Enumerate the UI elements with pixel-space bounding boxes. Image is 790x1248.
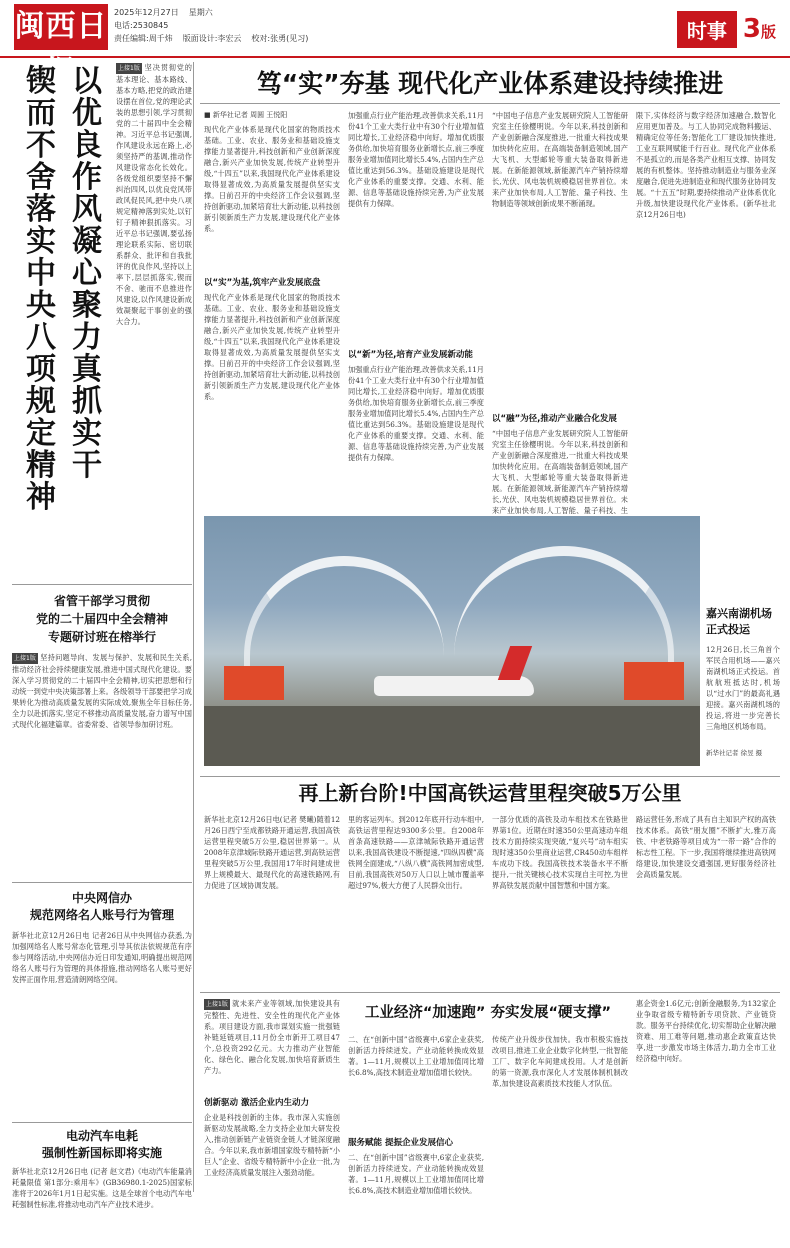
rail-col-3 xyxy=(492,814,628,984)
divider xyxy=(12,882,192,883)
story-cadre-body xyxy=(12,652,192,876)
issue-date: 2025年12月27日 xyxy=(114,8,179,17)
main-col2-text: 加强重点行业产能治理,改善供求关系,11月份41个工业大类行业中有30个行业增加值同比增长,工业经济稳中向好。增加优质服务供给,加快培育服务业新增长点,前三季度服务业增加值同比增长5.4%,占国内生产总值比重达到56.3%。基础设施建设是现代化产业体系的重要支撑。交通、水利、能源、信息等基础设施持续完善,为产业发展提供有力保障。 xyxy=(348,111,484,208)
designer: 版面设计:李宏云 xyxy=(182,34,242,43)
rail-col-1 xyxy=(204,814,340,984)
main-col3-text-b: “中国电子信息产业发展研究院人工智能研究室主任徐樱明说。今年以来,科技创新和产业创新融合深度推进,一批重大科技成果加快转化应用。在高端装备制造领域,国产大飞机、大型邮轮等重大装备取得新进展。在新能源领域,新能源汽车产销持续增长,光伏、风电装机规模稳居世界首位。未来产业加快布局,人工智能、量子科技、生 xyxy=(492,429,628,515)
story-cadre-study xyxy=(12,592,192,876)
page-number xyxy=(743,14,776,44)
rail-col2-text: 里的客运列车。到2012年底开行动车组中,高铁运营里程达9300多公里。自2008年首条高速铁路——京津城际铁路开通运营以来,我国高铁建设不断提速,“四纵四横”高铁网全面建成,“八纵八横”高铁网加密成型,目前,我国高铁对50万人口以上城市覆盖率超过97%,极大方便了人民群众出行。 xyxy=(348,815,484,890)
story-cyberspace xyxy=(12,890,192,1140)
proofreader: 校对:张勇(见习) xyxy=(251,34,309,43)
industry-col-1 xyxy=(204,998,340,1188)
fire-truck-right xyxy=(624,662,684,700)
photo-caption xyxy=(706,516,780,766)
story-cadre-title-2: 党的二十届四中全会精神 xyxy=(35,612,168,626)
issue-weekday: 星期六 xyxy=(188,8,213,17)
main-col4-text: 限下,实体经济与数字经济加速融合,数智化应用更加普及。与工人协同完成物料搬运、精确定位等任务;智能化工厂建设加快推进,工业互联网赋能千行百业。现代化产业体系不是孤立的,而是各类产业相互支撑、协同发展的有机整体。坚持推动制造业与服务业深度融合,促进先进制造业和现代服务业协同发展。“十五五”时期,要持续推动产业体系优化升级,加快建设现代化产业体系。(新华社北京12月26日电) xyxy=(636,111,776,219)
industry-far-text: 惠企资金1.6亿元;创新金融服务,为132家企业争取省级专精特新专项贷款、产业链贷款。服务平台持续优化,切实帮助企业解决融资难、用工难等问题,推动惠企政策直达快享,进一步激发市场主体活力,助力全市工业经济稳中向好。 xyxy=(636,999,776,1063)
main-headline: 笃“实”夯基 现代化产业体系建设持续推进 xyxy=(200,64,780,104)
rail-col4-text: 路运营任务,形成了具有自主知识产权的高铁技术体系。高铁“朋友圈”不断扩大,雅万高铁、中老铁路等项目成为“一带一路”合作的标志性工程。下一步,我国将继续推进高铁网络建设,加快建设交通强国,更好服务经济社会高质量发展。 xyxy=(636,815,776,879)
section-name: 时事 xyxy=(677,11,737,48)
lead-article-body xyxy=(116,62,192,572)
main-col2-text-b: 加强重点行业产能治理,改善供求关系,11月份41个工业大类行业中有30个行业增加值同比增长,工业经济稳中向好。增加优质服务供给,加快培育服务业新增长点,前三季度服务业增加值同比增长5.4%,占国内生产总值比重达到56.3%。基础设施建设是现代化产业体系的重要支撑。交通、水利、能源、信息等基础设施持续完善,为产业发展提供有力保障。 xyxy=(348,365,484,462)
main-subhead-2: 以“新”为径,培育产业发展新动能 xyxy=(348,350,473,360)
story-cadre-tag: 上接1版 xyxy=(14,655,36,662)
newspaper-logo: 闽西日报 xyxy=(14,4,108,50)
industry-mid-text: 二、在“创新中国”省级赛中,6家企业获奖,创新活力持续迸发。产业动能转换成效显著。1—11月,规模以上工业增加值同比增长6.8%,高技术制造业增加值增长较快。 xyxy=(348,1035,484,1077)
main-subhead-3: 以“融”为径,推动产业融合化发展 xyxy=(492,414,617,424)
industry-headline: 工业经济“加速跑” 夯实发展“硬支撑” xyxy=(364,1005,612,1021)
story-cadre-text: 坚持问题导向、发展与保护、发展和民生关系,推动经济社会持续健康发展,推进中国式现代化建设。要深入学习贯彻党的二十届四中全会精神,切实把思想和行动统一到党中央决策部署上来。各级领导干部要把学习成果转化为推动高质量发展的实际成效,聚焦全年目标任务,全力以赴抓落实,坚定不移推动高质量发展,奋力谱写中国式现代化福建篇章。省委常委、省领导参加研讨班。 xyxy=(12,653,192,729)
divider xyxy=(12,1122,192,1123)
rail-col-2 xyxy=(348,814,484,984)
story-cadre-title-3: 专题研讨班在榕举行 xyxy=(47,630,156,644)
main-col-3 xyxy=(492,110,628,515)
main-col3-text: “中国电子信息产业发展研究院人工智能研究室主任徐樱明说。今年以来,科技创新和产业创新融合深度推进,一批重大科技成果加快转化应用。在高端装备制造领域,国产大飞机、大型邮轮等重大装备取得新进展。在新能源领域,新能源汽车产销持续增长,光伏、风电装机规模稳居世界首位。未来产业加快布局,人工智能、量子科技、生物制造等领域创新成果不断涌现。 xyxy=(492,111,628,208)
industry-col-3 xyxy=(492,1034,628,1188)
lead-text: 坚决贯彻党的基本理论、基本路线、基本方略,把党的政治建设摆在首位,党的理论武装的思想引领,学习贯彻党的二十届四中全会精神。习近平总书记强调,作风建设永远在路上,必须坚持严的基调,推动作风建设常态化长效化。各级党组织要坚持不懈纠治四风,以优良党风带政风促民风,把中央八项规定精神落到实处,以钉钉子精神狠抓落实。习近平总书记强调,要弘扬理论联系实际、密切联系群众、批评和自我批评的优良作风,坚持以上率下,层层抓落实,锲而不舍、驰而不息推进作风建设,以作风建设新成效凝聚起干事创业的强大合力。 xyxy=(116,63,192,326)
story-ev-title-1: 电动汽车电耗 xyxy=(65,1129,138,1143)
story-ev-title-2: 强制性新国标即将实施 xyxy=(41,1146,162,1160)
main-col-1 xyxy=(204,110,340,502)
fire-truck-left xyxy=(224,666,284,700)
main-col-4 xyxy=(636,110,776,502)
industry-col-4 xyxy=(636,998,776,1188)
story-ev-standard xyxy=(12,1128,192,1248)
main-col-2 xyxy=(348,110,484,502)
industry-tag: 上接1版 xyxy=(206,1001,228,1008)
page-number-value: 3 xyxy=(742,14,761,44)
divider xyxy=(200,992,780,993)
left-column xyxy=(12,62,194,1209)
industry-mid-text-2: 二、在“创新中国”省级赛中,6家企业获奖,创新活力持续迸发。产业动能转换成效显著。1—11月,规模以上工业增加值同比增长6.8%,高技术制造业增加值增长较快。 xyxy=(348,1153,484,1195)
photo-caption-title-2: 正式投运 xyxy=(706,623,750,636)
story-cyber-title-2: 规范网络名人账号行为管理 xyxy=(29,908,174,922)
section-label xyxy=(677,12,776,46)
rail-headline: 再上新台阶!中国高铁运营里程突破5万公里 xyxy=(200,776,780,808)
main-subhead-1: 以“实”为基,筑牢产业发展底盘 xyxy=(204,278,321,288)
industry-left-text: 就未来产业等领域,加快建设具有完整性、先进性、安全性的现代化产业体系。项目建设方面,我市谋划实施一批强链补链延链项目,11月份全市新开工项目47个,总投资292亿元。大力推动产业智能化、绿色化、融合化发展,加快培育新质生产力。 xyxy=(204,999,340,1075)
divider xyxy=(12,584,192,585)
airport-photo xyxy=(204,516,700,766)
industry-left-text-2: 企业是科技创新的主体。我市深入实施创新驱动发展战略,全力支持企业加大研发投入,推动创新链产业链资金链人才链深度融合。今年以来,我市新增国家级专精特新“小巨人”企业、省级专精特新中小企业一批,为工业经济高质量发展注入强劲动能。 xyxy=(204,1113,340,1177)
lead-headline-2: 锲而不舍落实中央八项规定精神 xyxy=(26,64,56,515)
industry-left-body xyxy=(204,998,340,1094)
masthead-info xyxy=(114,6,318,45)
rail-col3-text: 一部分优质的高铁及动车组技术在铁路世界第1位。近期在时速350公里高速动车组技术方面持续实现突破,“复兴号”动车组实现时速350公里商业运营,CR450动车组样车成功下线。我国高铁技术装备水平不断提升,一批关键核心技术实现自主可控,为世界高铁发展贡献中国智慧和中国方案。 xyxy=(492,815,628,890)
lead-headline-1: 以优良作风凝心聚力真抓实干 xyxy=(72,64,102,483)
story-cyber-text: 新华社北京12月26日电 记者26日从中央网信办获悉,为加强网络名人账号常态化管理,引导其依法依规规范有序参与网络活动,中央网信办近日印发通知,明确提出规范网络名人账号行为管理的具体措施,推动网络名人账号更好发挥正面作用,营造清朗网络空间。 xyxy=(12,931,192,984)
industry-mid-subhead: 服务赋能 提振企业发展信心 xyxy=(348,1138,453,1148)
photo-credit: 新华社记者 徐昱 摄 xyxy=(706,749,763,757)
rail-col1-text: 新华社北京12月26日电(记者 樊曦)随着12月26日西宁至成都铁路开通运营,我国高铁运营里程突破5万公里,稳居世界第一。从2008年京津城际铁路开通运营,到高铁运营里程突破5万公里,我国用17年时间建成世界上规模最大、最现代化的高速铁路网,有力促进了区域协调发展。 xyxy=(204,815,340,890)
main-byline: ■ 新华社记者 周圆 王悦阳 xyxy=(204,111,288,119)
main-col1-text: 现代化产业体系是现代化国家的物质技术基础。工业、农业、服务业和基础设施支撑能力显著提升,科技创新和产业创新深度融合,新兴产业加快发展,传统产业转型升级,“十四五”以来,我国现代化产业体系建设取得显著成效,为高质量发展提供坚实支撑。日前召开的中央经济工作会议强调,坚持创新驱动,加紧培育壮大新动能,以科技创新引领新质生产力发展,建设现代化产业体系。 xyxy=(204,125,340,233)
rail-col-4 xyxy=(636,814,776,984)
photo-caption-title-1: 嘉兴南湖机场 xyxy=(706,607,772,620)
photo-caption-text: 12月26日,长三角首个军民合用机场——嘉兴南湖机场正式投运。首航航班抵达时,机场以“过水门”的最高礼遇迎接。嘉兴南湖机场的投运,将进一步完善长三角地区机场布局。 xyxy=(706,645,780,731)
industry-col-2 xyxy=(348,1034,484,1195)
story-cyber-title-1: 中央网信办 xyxy=(71,891,132,905)
main-col1-text-b: 现代化产业体系是现代化国家的物质技术基础。工业、农业、服务业和基础设施支撑能力显著提升,科技创新和产业创新深度融合,新兴产业加快发展,传统产业转型升级,“十四五”以来,我国现代化产业体系建设取得显著成效,为高质量发展提供坚实支撑。日前召开的中央经济工作会议强调,坚持创新驱动,加紧培育壮大新动能,以科技创新引领新质生产力发展,建设现代化产业体系。 xyxy=(204,293,340,401)
phone: 电话:2530845 xyxy=(114,21,169,30)
editor: 责任编辑:周千炜 xyxy=(114,34,173,43)
lead-article xyxy=(116,62,192,572)
industry-right-text: 传统产业升级步伐加快。我市积极实施技改项目,推进工业企业数字化转型,一批智能工厂、数字化车间建成投用。人才是创新的第一资源,我市深化人才发展体制机制改革,加快建设高素质技术技能人才队伍。 xyxy=(492,1035,628,1088)
page-unit: 版 xyxy=(760,23,776,41)
industry-left-subhead: 创新驱动 激活企业内生动力 xyxy=(204,1098,309,1108)
story-cadre-title-1: 省管干部学习贯彻 xyxy=(53,594,150,608)
lead-tag: 上接1版 xyxy=(118,65,140,72)
tarmac xyxy=(204,706,700,766)
story-ev-text: 新华社北京12月26日电 (记者 赵文君)《电动汽车能量消耗量限值 第1部分:乘用车》(GB36980.1-2025)国家标准将于2026年1月1日起实施。这是全球首个电动汽车电耗强制性标准,将推动电动汽车产业技术进步。 xyxy=(12,1167,192,1209)
